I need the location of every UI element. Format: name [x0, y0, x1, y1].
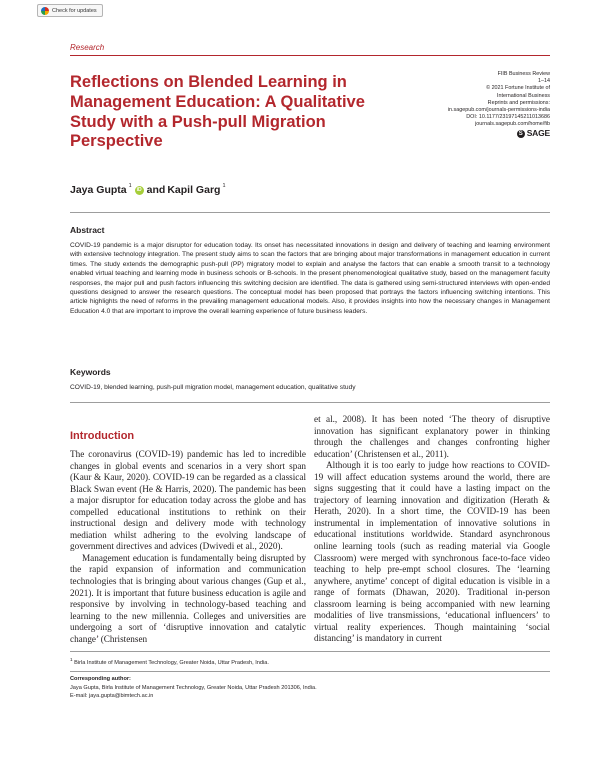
publisher-name: SAGE	[526, 128, 550, 139]
corresponding-author-block	[70, 675, 550, 701]
author-name-first[interactable]: Jaya Gupta	[70, 184, 127, 196]
body-column-left	[70, 449, 306, 645]
reprints-label: Reprints and permissions:	[487, 99, 550, 106]
corresponding-author-label: Corresponding author:	[70, 676, 131, 682]
sage-logo	[517, 130, 550, 138]
keywords-heading: Keywords	[70, 367, 111, 377]
corresponding-author-address: Jaya Gupta, Birla Institute of Management Technology, Greater Noida, Uttar Pradesh 201306, India.	[70, 684, 317, 691]
copyright-holder: International Business	[496, 92, 550, 99]
journal-name: FIIB Business Review	[497, 71, 550, 77]
abstract-heading: Abstract	[70, 225, 105, 235]
permissions-link[interactable]: in.sagepub.com/journals-permissions-india	[447, 107, 550, 114]
orcid-icon[interactable]: iD	[136, 186, 142, 193]
top-divider	[70, 55, 550, 56]
author-list	[70, 184, 226, 196]
check-for-updates-badge[interactable]	[37, 4, 103, 17]
affiliation-marker: 1	[222, 183, 226, 189]
affiliation-marker: 1	[128, 183, 132, 189]
abstract-text: COVID-19 pandemic is a major disruptor for education today. Its onset has necessitated innovations in design and delivery of teaching and learning environment with extensive technology integration. The present study aims to scan the factors that are bringing about major transformations in management education in current times. The study extends the demographic push-pull (PP) migratory model to explain and analyse the factors that can enable a smooth transit to a technology enabled virtual teaching and learning mode in business schools or B-schools. In the present phenomenological qualitative study, based on the management faculty responses, the major pull and push factors influencing this switching decision are identified. The data is gathered using semi-structured interviews with open-ended questions designed to answer the research questions. The conceptual model has been proposed that portrays the factors influencing switching intentions. This article highlights the need of reforms in the prevailing management educational models. Also, it provides insights into how the necessary changes in Management Education 4.0 that are important to improve the overall learning experience of future business leaders.	[70, 242, 550, 315]
keywords-divider	[70, 402, 550, 403]
body-column-right	[314, 414, 550, 645]
keywords-text: COVID-19, blended learning, push-pull migration model, management education, qualitative study	[70, 384, 356, 391]
body-paragraph: et al., 2008). It has been noted ‘The theory of disruptive innovation has significant explanatory power in thinking through the challenges and changes confronting higher education’ (Christensen et al., 2011).	[314, 414, 550, 459]
footnote-marker: 1	[70, 657, 73, 662]
article-title: Reflections on Blended Learning in Management Education: A Qualitative Study with a Push-pull Migration Perspective	[70, 73, 365, 151]
correspondence-divider	[70, 671, 550, 672]
corresponding-author-email[interactable]: E-mail: jaya.gupta@bimtech.ac.in	[70, 693, 154, 700]
footnote-text: Birla Institute of Management Technology, Greater Noida, Uttar Pradesh, India.	[74, 659, 269, 666]
footnote-divider	[70, 651, 550, 652]
doi-link[interactable]: DOI: 10.1177/23197145211013686	[466, 114, 550, 121]
author-connector: and	[146, 184, 166, 196]
abstract-divider	[70, 212, 550, 213]
body-paragraph: The coronavirus (COVID-19) pandemic has led to incredible changes in global events and scenarios in a very short span (Kaur & Kaur, 2020). COVID-19 can be regarded as a classical Black Swan event (He & Harris, 2020). The pandemic has been a major disruptor for education today across the globe and has compelled educational institutions to rethink on their instructional design and delivery mode with technology mediation whilst adhering to the evolving landscape of government directives and advices (Dwivedi et al., 2020).	[70, 449, 306, 552]
check-for-updates-label: Check for updates	[52, 7, 97, 14]
journal-homepage-link[interactable]: journals.sagepub.com/home/fib	[475, 121, 550, 128]
body-paragraph: Management education is fundamentally being disrupted by the rapid expansion of information and communication technologies that is bringing about various changes (Gup et al., 2021). It is important that future business education is agile and responsive by involving in technology-based teaching and learning to the new millennia. Colleges and universities are undergoing a sort of ‘disruptive innovation and catalytic change’ (Christensen	[70, 552, 306, 644]
crossmark-icon	[41, 7, 49, 15]
page-range: 1–14	[538, 78, 550, 85]
section-label: Research	[70, 43, 105, 52]
copyright-line: © 2021 Fortune Institute of	[486, 85, 550, 92]
introduction-heading: Introduction	[70, 430, 135, 442]
journal-metadata	[375, 71, 550, 138]
sage-s-icon: S	[517, 130, 525, 138]
author-name-second[interactable]: Kapil Garg	[167, 184, 221, 196]
affiliation-footnote	[70, 656, 550, 667]
body-paragraph: Although it is too early to judge how reactions to COVID-19 will affect education systems around the world, there are signs suggesting that it could have a lasting impact on the trajectory of learning innovation and digitization (Herath & Herath, 2020). In a short time, the COVID-19 has been instrumental in implementation of innovative solutions in educational institutions worldwide. Standard asynchronous online learning tools (such as reading material via Google Classroom) were merged with synchronous face-to-face video teaching to help pre-empt school closures. The ‘learning anywhere, anytime’ concept of digital education is visible in a range of formats (Dhawan, 2020). Traditional in-person classroom learning is being accompanied with new learning modalities of live transmissions, ‘educational influencers’ to virtual reality experiences. Though maintaining ‘social distancing’ is mandatory in current	[314, 460, 550, 644]
